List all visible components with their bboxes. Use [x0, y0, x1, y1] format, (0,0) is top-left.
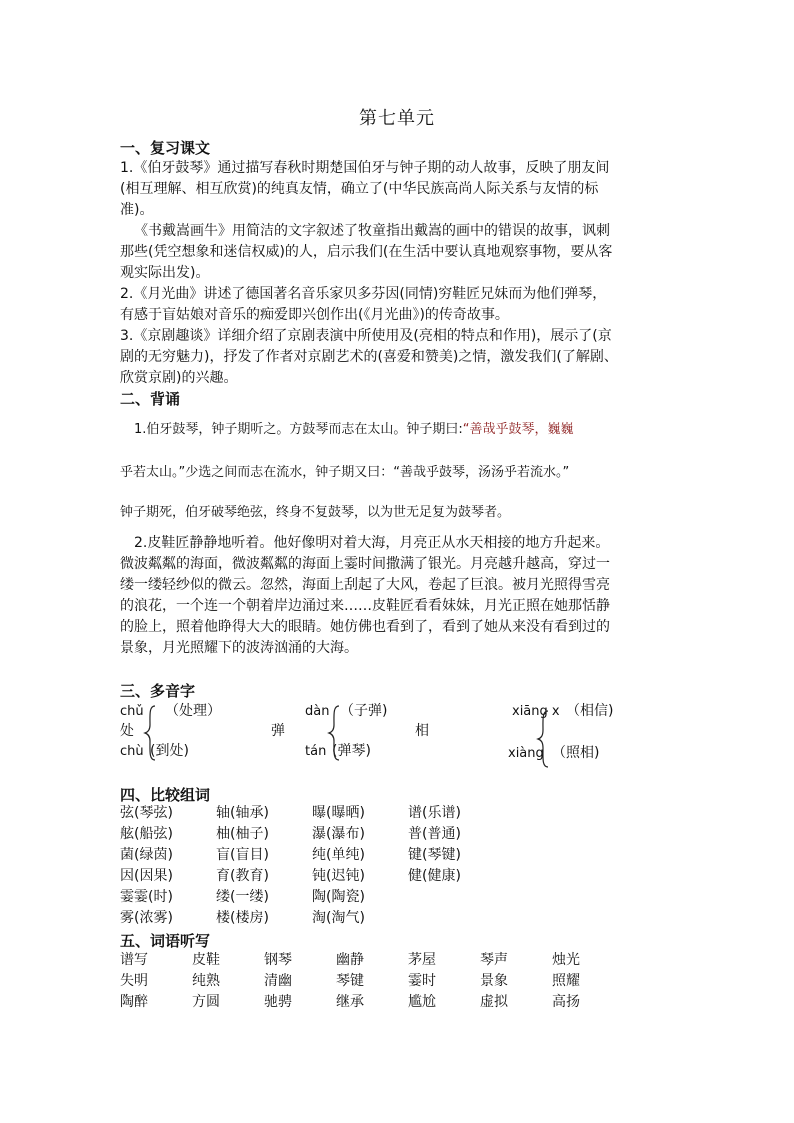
table-cell: 清幽: [264, 973, 292, 989]
text-line: 缕一缕轻纱似的微云。忽然，海面上刮起了大风，卷起了巨浪。被月光照得雪亮: [120, 577, 610, 593]
recite-line: 乎若太山。”少选之间而志在流水，钟子期又曰：“善哉乎鼓琴，汤汤乎若流水。”: [120, 465, 570, 480]
pinyin: dàn: [305, 704, 330, 719]
table-cell: 轴(轴承): [216, 805, 269, 821]
table-cell: 谱(乐谱): [408, 805, 461, 821]
text-line: 《书戴嵩画牛》用简洁的文字叙述了牧童指出戴嵩的画中的错误的故事，讽刺: [134, 223, 610, 239]
table-cell: 柚(柚子): [216, 826, 269, 842]
table-cell: 舷(船弦): [120, 826, 173, 842]
table-cell: 皮鞋: [192, 952, 220, 968]
brace-icon: [143, 705, 157, 761]
text-line: 2.《月光曲》讲述了德国著名音乐家贝多芬因(同情)穷鞋匠兄妹而为他们弹琴，: [120, 286, 607, 302]
section-heading: 三、多音字: [120, 682, 196, 700]
table-cell: 纯(单纯): [312, 847, 365, 863]
table-cell: 霎时: [408, 973, 436, 989]
table-row: [120, 950, 624, 971]
compare-words-table: [120, 803, 504, 929]
table-cell: 瀑(瀑布): [312, 826, 365, 842]
table-cell: 琴键: [336, 973, 364, 989]
table-cell: 因(因果): [120, 868, 173, 884]
table-cell: 失明: [120, 973, 148, 989]
table-row: [120, 845, 504, 866]
polyphonic-char: 相: [415, 723, 429, 739]
table-cell: 烛光: [552, 952, 580, 968]
word: (到处): [150, 743, 189, 759]
table-cell: 钢琴: [264, 952, 292, 968]
text-line: 景象，月光照耀下的波涛汹涌的大海。: [120, 640, 358, 656]
brace-icon: [327, 705, 341, 761]
section-heading: 五、词语听写: [120, 932, 211, 950]
recite-quote: “善哉乎鼓琴，巍巍: [462, 422, 574, 437]
table-cell: 高扬: [552, 994, 580, 1010]
text-line: 有感于盲姑娘对音乐的痴爱即兴创作出(《月光曲》)的传奇故事。: [120, 307, 509, 323]
table-cell: 健(健康): [408, 868, 461, 884]
pinyin: chǔ: [120, 704, 144, 719]
word: （子弹): [340, 703, 388, 719]
dictation-words-table: [120, 950, 624, 1013]
table-cell: 陶(陶瓷): [312, 889, 365, 905]
word: (弹琴): [332, 743, 371, 759]
text-line: 欣赏京剧)的兴趣。: [120, 370, 238, 386]
table-cell: 继承: [336, 994, 364, 1010]
text-line: 那些(凭空想象和迷信权威)的人，启示我们(在生活中要认真地观察事物，要从客: [120, 244, 613, 260]
table-cell: 缕(一缕): [216, 889, 269, 905]
table-cell: 谱写: [120, 952, 148, 968]
section-heading: 二、背诵: [120, 390, 181, 408]
table-row: [120, 887, 504, 908]
page-title: 第七单元: [359, 108, 435, 129]
table-cell: 虚拟: [480, 994, 508, 1010]
table-cell: 弦(琴弦): [120, 805, 173, 821]
pinyin: chù: [120, 744, 144, 759]
table-cell: 陶醉: [120, 994, 148, 1010]
table-cell: 幽静: [336, 952, 364, 968]
table-cell: 琴声: [480, 952, 508, 968]
table-cell: 尴尬: [408, 994, 436, 1010]
text-line: 的脸上，照着他睁得大大的眼睛。她仿佛也看到了，看到了她从来没有看到过的: [120, 619, 610, 635]
table-cell: 方圆: [192, 994, 220, 1010]
table-cell: 盲(盲目): [216, 847, 269, 863]
table-cell: 菌(绿茵): [120, 847, 173, 863]
table-cell: 纯熟: [192, 973, 220, 989]
brace-icon: [536, 710, 550, 768]
text-line: 剧的无穷魅力)，抒发了作者对京剧艺术的(喜爱和赞美)之情，激发我们(了解剧、: [120, 349, 618, 365]
table-row: [120, 824, 504, 845]
table-cell: 育(教育): [216, 868, 269, 884]
table-cell: 曝(曝晒): [312, 805, 365, 821]
recite-line: 钟子期死，伯牙破琴绝弦，终身不复鼓琴，以为世无足复为鼓琴者。: [120, 505, 511, 520]
table-cell: 景象: [480, 973, 508, 989]
polyphonic-char: 处: [120, 723, 134, 739]
text-line: 1.《伯牙鼓琴》通过描写春秋时期楚国伯牙与钟子期的动人故事，反映了朋友间: [120, 160, 610, 176]
section-heading: 四、比较组词: [120, 786, 211, 804]
table-row: [120, 971, 624, 992]
pinyin: xiàng: [508, 746, 544, 761]
text-line: 的浪花，一个连一个朝着岸边涌过来……皮鞋匠看看妹妹，月光正照在她那恬静: [120, 598, 610, 614]
table-row: [120, 908, 504, 929]
text-line: 2.皮鞋匠静静地听着。他好像明对着大海，月亮正从水天相接的地方升起来。: [134, 535, 610, 551]
word: （相信): [566, 703, 614, 719]
text-line: (相互理解、相互欣赏)的纯真友情，确立了(中华民族高尚人际关系与友情的标: [120, 181, 599, 197]
table-cell: 键(琴键): [408, 847, 461, 863]
table-cell: 驰骋: [264, 994, 292, 1010]
recite-passage-2: [120, 533, 680, 659]
table-row: [120, 992, 624, 1013]
pinyin: tán: [305, 744, 327, 759]
section-heading: 一、复习课文: [120, 139, 211, 157]
text-line: 3.《京剧趣谈》详细介绍了京剧表演中所使用及(亮相的特点和作用)，展示了(京: [120, 328, 612, 344]
text-line: 准)。: [120, 202, 154, 218]
recite-line: [120, 419, 680, 441]
section-review-texts: [120, 138, 680, 409]
table-cell: 淘(淘气): [312, 910, 365, 926]
text-line: 微波粼粼的海面，微波粼粼的海面上霎时间撒满了银光。月亮越升越高，穿过一: [120, 556, 610, 572]
table-cell: 钝(迟钝): [312, 868, 365, 884]
word: （照相): [552, 745, 600, 761]
table-row: [120, 866, 504, 887]
table-cell: 楼(楼房): [216, 910, 269, 926]
table-cell: 雾(浓雾): [120, 910, 173, 926]
table-cell: 普(普通): [408, 826, 461, 842]
recite-text: 1.伯牙鼓琴，钟子期听之。方鼓琴而志在太山。钟子期曰:: [134, 422, 463, 437]
polyphonic-char: 弹: [271, 723, 285, 739]
word: （处理）: [165, 703, 221, 719]
table-cell: 霎霎(时): [120, 889, 173, 905]
table-cell: 照耀: [552, 973, 580, 989]
pinyin: xiāng x: [512, 704, 560, 719]
table-row: [120, 803, 504, 824]
table-cell: 茅屋: [408, 952, 436, 968]
text-line: 观实际出发)。: [120, 265, 210, 281]
